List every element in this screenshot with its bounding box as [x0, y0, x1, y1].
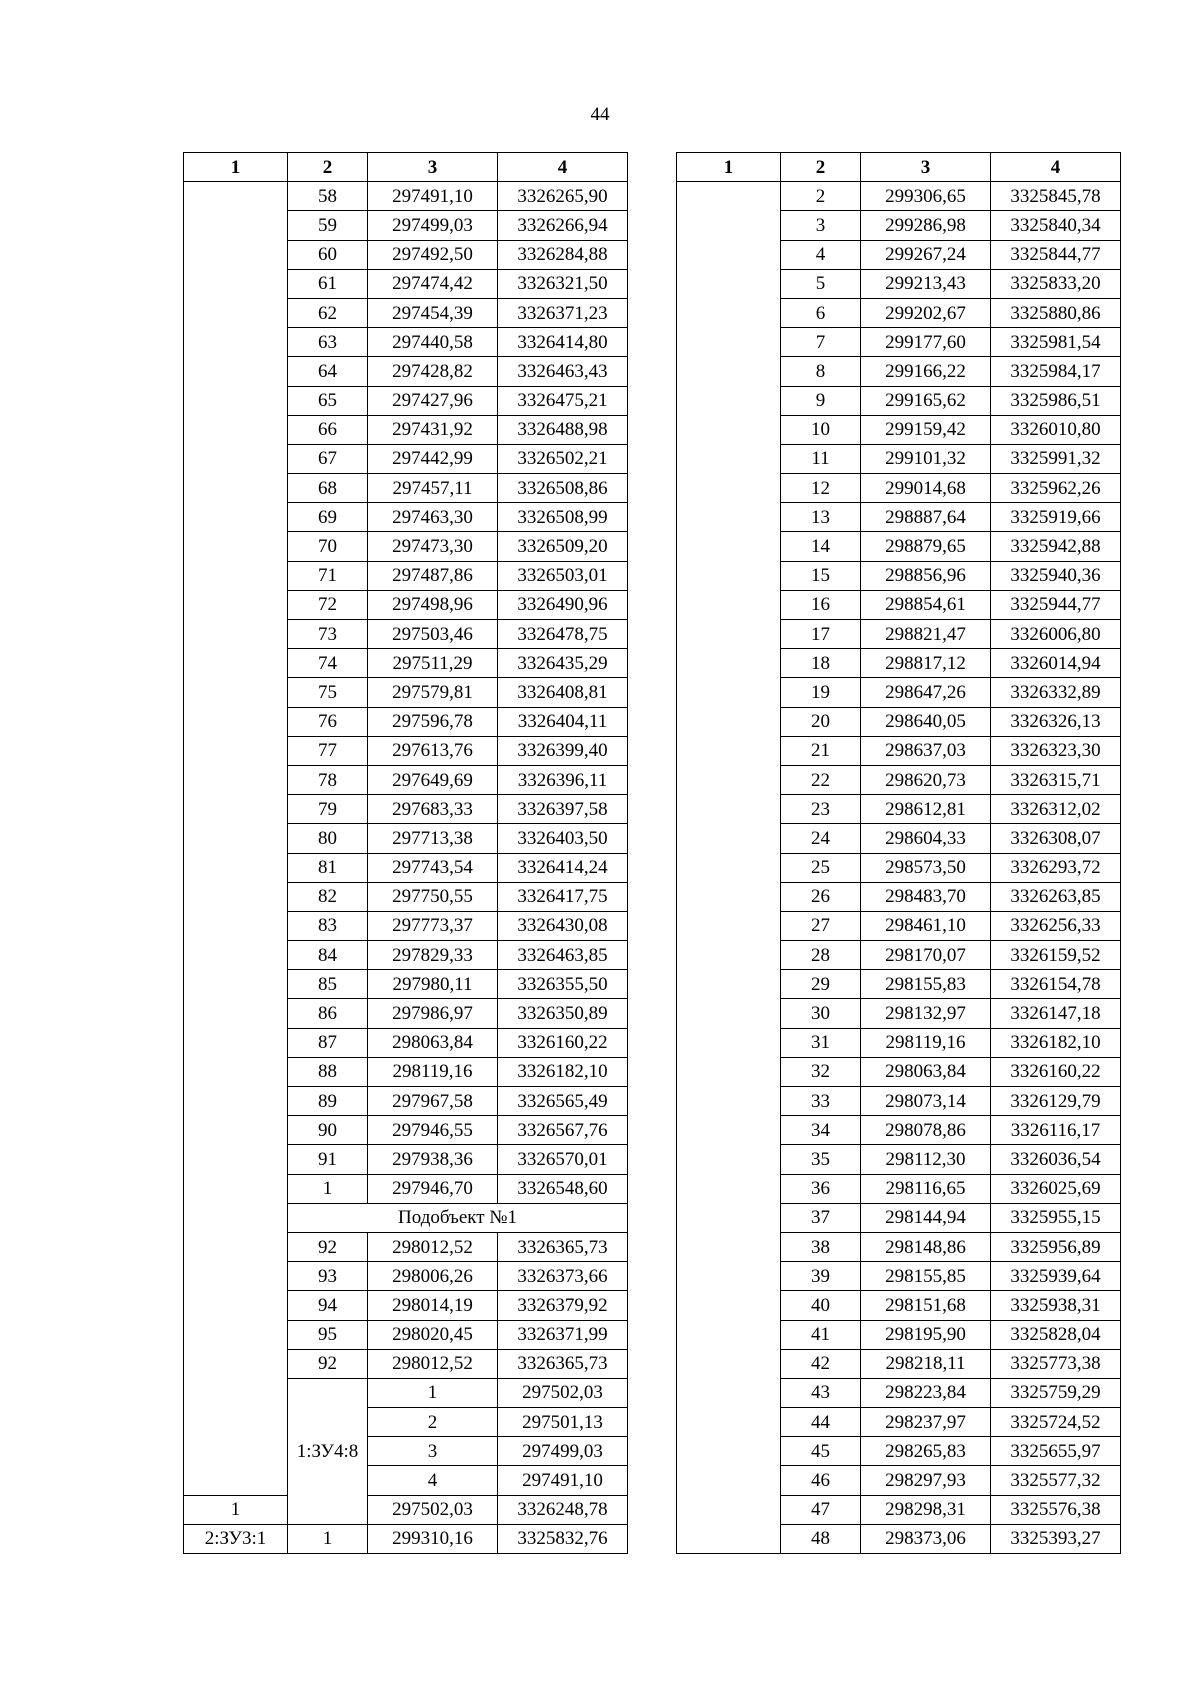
point-number-cell: 7: [781, 328, 861, 357]
x-coordinate-cell: 297613,76: [368, 736, 498, 765]
point-number-cell: 92: [288, 1232, 368, 1261]
y-coordinate-cell: 3326403,50: [498, 824, 628, 853]
x-coordinate-cell: 297743,54: [368, 853, 498, 882]
point-number-cell: 71: [288, 561, 368, 590]
x-coordinate-cell: 297967,58: [368, 1087, 498, 1116]
x-coordinate-cell: 299267,24: [861, 240, 991, 269]
point-number-cell: 6: [781, 298, 861, 327]
parcel-id-cell: [184, 182, 288, 1495]
y-coordinate-cell: 3325724,52: [991, 1408, 1121, 1437]
x-coordinate-cell: 297498,96: [368, 590, 498, 619]
x-coordinate-cell: 298012,52: [368, 1232, 498, 1261]
point-number-cell: 27: [781, 911, 861, 940]
x-coordinate-cell: 298637,03: [861, 736, 991, 765]
y-coordinate-cell: 3325962,26: [991, 474, 1121, 503]
point-number-cell: 62: [288, 298, 368, 327]
y-coordinate-cell: 3326414,80: [498, 328, 628, 357]
y-coordinate-cell: 3326025,69: [991, 1174, 1121, 1203]
y-coordinate-cell: 3326312,02: [991, 795, 1121, 824]
y-coordinate-cell: 3326435,29: [498, 649, 628, 678]
y-coordinate-cell: 3326379,92: [498, 1291, 628, 1320]
y-coordinate-cell: 3326371,99: [498, 1320, 628, 1349]
y-coordinate-cell: 3326256,33: [991, 911, 1121, 940]
x-coordinate-cell: 298148,86: [861, 1232, 991, 1261]
point-number-cell: 86: [288, 999, 368, 1028]
table-header-row: [677, 153, 1121, 182]
x-coordinate-cell: 298265,83: [861, 1437, 991, 1466]
y-coordinate-cell: 3326408,81: [498, 678, 628, 707]
y-coordinate-cell: 3326488,98: [498, 415, 628, 444]
point-number-cell: 28: [781, 941, 861, 970]
y-coordinate-cell: 3325956,89: [991, 1232, 1121, 1261]
y-coordinate-cell: 3326350,89: [498, 999, 628, 1028]
x-coordinate-cell: 299286,98: [861, 211, 991, 240]
point-number-cell: 23: [781, 795, 861, 824]
header-cell-4: 4: [991, 153, 1121, 182]
point-number-cell: 35: [781, 1145, 861, 1174]
y-coordinate-cell: 3325880,86: [991, 298, 1121, 327]
point-number-cell: 58: [288, 182, 368, 211]
y-coordinate-cell: 3326323,30: [991, 736, 1121, 765]
x-coordinate-cell: 298116,65: [861, 1174, 991, 1203]
header-cell-2: 2: [781, 153, 861, 182]
header-cell-3: 3: [368, 153, 498, 182]
point-number-cell: 17: [781, 620, 861, 649]
point-number-cell: 95: [288, 1320, 368, 1349]
y-coordinate-cell: 3325655,97: [991, 1437, 1121, 1466]
y-coordinate-cell: 3326478,75: [498, 620, 628, 649]
x-coordinate-cell: 297511,29: [368, 649, 498, 678]
x-coordinate-cell: 297649,69: [368, 765, 498, 794]
x-coordinate-cell: 297457,11: [368, 474, 498, 503]
x-coordinate-cell: 299166,22: [861, 357, 991, 386]
y-coordinate-cell: 3325942,88: [991, 532, 1121, 561]
x-coordinate-cell: 297750,55: [368, 882, 498, 911]
point-number-cell: 88: [288, 1057, 368, 1086]
y-coordinate-cell: 3326463,43: [498, 357, 628, 386]
x-coordinate-cell: 297683,33: [368, 795, 498, 824]
x-coordinate-cell: 297980,11: [368, 970, 498, 999]
x-coordinate-cell: 299014,68: [861, 474, 991, 503]
table-row: [184, 1524, 628, 1553]
y-coordinate-cell: 3326160,22: [498, 1028, 628, 1057]
y-coordinate-cell: 3326159,52: [991, 941, 1121, 970]
y-coordinate-cell: 3326371,23: [498, 298, 628, 327]
y-coordinate-cell: 3326182,10: [991, 1028, 1121, 1057]
y-coordinate-cell: 3326154,78: [991, 970, 1121, 999]
x-coordinate-cell: 298483,70: [861, 882, 991, 911]
y-coordinate-cell: 3326475,21: [498, 386, 628, 415]
y-coordinate-cell: 3326182,10: [498, 1057, 628, 1086]
point-number-cell: 94: [288, 1291, 368, 1320]
y-coordinate-cell: 3326293,72: [991, 853, 1121, 882]
y-coordinate-cell: 3326147,18: [991, 999, 1121, 1028]
x-coordinate-cell: 298218,11: [861, 1349, 991, 1378]
point-number-cell: 21: [781, 736, 861, 765]
x-coordinate-cell: 297946,70: [368, 1174, 498, 1203]
point-number-cell: 64: [288, 357, 368, 386]
y-coordinate-cell: 3326263,85: [991, 882, 1121, 911]
header-cell-2: 2: [288, 153, 368, 182]
y-coordinate-cell: 3326570,01: [498, 1145, 628, 1174]
point-number-cell: 22: [781, 765, 861, 794]
y-coordinate-cell: 3325577,32: [991, 1466, 1121, 1495]
point-number-cell: 92: [288, 1349, 368, 1378]
x-coordinate-cell: 298817,12: [861, 649, 991, 678]
y-coordinate-cell: 3325981,54: [991, 328, 1121, 357]
x-coordinate-cell: 298821,47: [861, 620, 991, 649]
y-coordinate-cell: 3325939,64: [991, 1262, 1121, 1291]
y-coordinate-cell: 3326399,40: [498, 736, 628, 765]
point-number-cell: 87: [288, 1028, 368, 1057]
point-number-cell: 79: [288, 795, 368, 824]
point-number-cell: 4: [368, 1466, 498, 1495]
point-number-cell: 43: [781, 1378, 861, 1407]
y-coordinate-cell: 3326502,21: [498, 444, 628, 473]
table-row: [184, 182, 628, 211]
x-coordinate-cell: 298012,52: [368, 1349, 498, 1378]
x-coordinate-cell: 297713,38: [368, 824, 498, 853]
y-coordinate-cell: 3326397,58: [498, 795, 628, 824]
x-coordinate-cell: 297596,78: [368, 707, 498, 736]
point-number-cell: 8: [781, 357, 861, 386]
point-number-cell: 60: [288, 240, 368, 269]
point-number-cell: 2: [368, 1408, 498, 1437]
y-coordinate-cell: 3326417,75: [498, 882, 628, 911]
point-number-cell: 81: [288, 853, 368, 882]
point-number-cell: 38: [781, 1232, 861, 1261]
subobject-header: Подобъект №1: [288, 1203, 628, 1232]
x-coordinate-cell: 298887,64: [861, 503, 991, 532]
header-cell-1: 1: [677, 153, 781, 182]
point-number-cell: 93: [288, 1262, 368, 1291]
x-coordinate-cell: 299213,43: [861, 269, 991, 298]
y-coordinate-cell: 3326116,17: [991, 1116, 1121, 1145]
y-coordinate-cell: 3326355,50: [498, 970, 628, 999]
y-coordinate-cell: 3326503,01: [498, 561, 628, 590]
x-coordinate-cell: 298297,93: [861, 1466, 991, 1495]
point-number-cell: 61: [288, 269, 368, 298]
point-number-cell: 68: [288, 474, 368, 503]
x-coordinate-cell: 299101,32: [861, 444, 991, 473]
x-coordinate-cell: 298112,30: [861, 1145, 991, 1174]
x-coordinate-cell: 299202,67: [861, 298, 991, 327]
point-number-cell: 1: [184, 1495, 288, 1524]
y-coordinate-cell: 3325938,31: [991, 1291, 1121, 1320]
y-coordinate-cell: 3326266,94: [498, 211, 628, 240]
point-number-cell: 39: [781, 1262, 861, 1291]
point-number-cell: 9: [781, 386, 861, 415]
x-coordinate-cell: 298604,33: [861, 824, 991, 853]
x-coordinate-cell: 297487,86: [368, 561, 498, 590]
y-coordinate-cell: 3325840,34: [991, 211, 1121, 240]
point-number-cell: 15: [781, 561, 861, 590]
point-number-cell: 74: [288, 649, 368, 678]
point-number-cell: 3: [781, 211, 861, 240]
y-coordinate-cell: 3326548,60: [498, 1174, 628, 1203]
point-number-cell: 80: [288, 824, 368, 853]
point-number-cell: 90: [288, 1116, 368, 1145]
y-coordinate-cell: 3326284,88: [498, 240, 628, 269]
table-body-right: [677, 182, 1121, 1554]
x-coordinate-cell: 298879,65: [861, 532, 991, 561]
parcel-id-cell: 2:ЗУ3:1: [184, 1524, 288, 1553]
y-coordinate-cell: 3326430,08: [498, 911, 628, 940]
x-coordinate-cell: 297946,55: [368, 1116, 498, 1145]
y-coordinate-cell: 3326321,50: [498, 269, 628, 298]
y-coordinate-cell: 3326129,79: [991, 1087, 1121, 1116]
point-number-cell: 85: [288, 970, 368, 999]
point-number-cell: 73: [288, 620, 368, 649]
y-coordinate-cell: 3325944,77: [991, 590, 1121, 619]
point-number-cell: 41: [781, 1320, 861, 1349]
point-number-cell: 44: [781, 1408, 861, 1437]
x-coordinate-cell: 297491,10: [498, 1466, 628, 1495]
x-coordinate-cell: 298298,31: [861, 1495, 991, 1524]
x-coordinate-cell: 299177,60: [861, 328, 991, 357]
coordinates-table-right: [676, 152, 1121, 1554]
y-coordinate-cell: 3326308,07: [991, 824, 1121, 853]
x-coordinate-cell: 298373,06: [861, 1524, 991, 1553]
point-number-cell: 1: [288, 1174, 368, 1203]
point-number-cell: 72: [288, 590, 368, 619]
y-coordinate-cell: 3326414,24: [498, 853, 628, 882]
x-coordinate-cell: 297499,03: [368, 211, 498, 240]
y-coordinate-cell: 3325845,78: [991, 182, 1121, 211]
x-coordinate-cell: 297503,46: [368, 620, 498, 649]
x-coordinate-cell: 297502,03: [498, 1378, 628, 1407]
point-number-cell: 59: [288, 211, 368, 240]
point-number-cell: 18: [781, 649, 861, 678]
point-number-cell: 2: [781, 182, 861, 211]
y-coordinate-cell: 3326373,66: [498, 1262, 628, 1291]
point-number-cell: 34: [781, 1116, 861, 1145]
x-coordinate-cell: 297442,99: [368, 444, 498, 473]
y-coordinate-cell: 3326396,11: [498, 765, 628, 794]
x-coordinate-cell: 298063,84: [368, 1028, 498, 1057]
x-coordinate-cell: 297986,97: [368, 999, 498, 1028]
point-number-cell: 91: [288, 1145, 368, 1174]
point-number-cell: 10: [781, 415, 861, 444]
point-number-cell: 31: [781, 1028, 861, 1057]
y-coordinate-cell: 3326014,94: [991, 649, 1121, 678]
x-coordinate-cell: 297773,37: [368, 911, 498, 940]
x-coordinate-cell: 298640,05: [861, 707, 991, 736]
point-number-cell: 24: [781, 824, 861, 853]
x-coordinate-cell: 298647,26: [861, 678, 991, 707]
point-number-cell: 77: [288, 736, 368, 765]
table-body-left: [184, 182, 628, 1554]
point-number-cell: 1: [288, 1524, 368, 1553]
header-cell-1: 1: [184, 153, 288, 182]
y-coordinate-cell: 3325991,32: [991, 444, 1121, 473]
point-number-cell: 67: [288, 444, 368, 473]
point-number-cell: 70: [288, 532, 368, 561]
point-number-cell: 25: [781, 853, 861, 882]
point-number-cell: 1: [368, 1378, 498, 1407]
point-number-cell: 12: [781, 474, 861, 503]
y-coordinate-cell: 3326326,13: [991, 707, 1121, 736]
y-coordinate-cell: 3326036,54: [991, 1145, 1121, 1174]
y-coordinate-cell: 3325919,66: [991, 503, 1121, 532]
y-coordinate-cell: 3326365,73: [498, 1349, 628, 1378]
x-coordinate-cell: 298223,84: [861, 1378, 991, 1407]
y-coordinate-cell: 3325759,29: [991, 1378, 1121, 1407]
point-number-cell: 40: [781, 1291, 861, 1320]
x-coordinate-cell: 297499,03: [498, 1437, 628, 1466]
y-coordinate-cell: 3325576,38: [991, 1495, 1121, 1524]
x-coordinate-cell: 297454,39: [368, 298, 498, 327]
y-coordinate-cell: 3326006,80: [991, 620, 1121, 649]
point-number-cell: 36: [781, 1174, 861, 1203]
y-coordinate-cell: 3326463,85: [498, 941, 628, 970]
x-coordinate-cell: 298620,73: [861, 765, 991, 794]
point-number-cell: 76: [288, 707, 368, 736]
point-number-cell: 3: [368, 1437, 498, 1466]
y-coordinate-cell: 3325833,20: [991, 269, 1121, 298]
point-number-cell: 5: [781, 269, 861, 298]
x-coordinate-cell: 299165,62: [861, 386, 991, 415]
x-coordinate-cell: 298856,96: [861, 561, 991, 590]
y-coordinate-cell: 3325844,77: [991, 240, 1121, 269]
x-coordinate-cell: 298014,19: [368, 1291, 498, 1320]
x-coordinate-cell: 299306,65: [861, 182, 991, 211]
x-coordinate-cell: 298144,94: [861, 1203, 991, 1232]
y-coordinate-cell: 3326567,76: [498, 1116, 628, 1145]
x-coordinate-cell: 297431,92: [368, 415, 498, 444]
point-number-cell: 11: [781, 444, 861, 473]
y-coordinate-cell: 3326508,86: [498, 474, 628, 503]
x-coordinate-cell: 298854,61: [861, 590, 991, 619]
x-coordinate-cell: 298155,83: [861, 970, 991, 999]
x-coordinate-cell: 298119,16: [861, 1028, 991, 1057]
x-coordinate-cell: 298132,97: [861, 999, 991, 1028]
point-number-cell: 84: [288, 941, 368, 970]
point-number-cell: 75: [288, 678, 368, 707]
x-coordinate-cell: 298573,50: [861, 853, 991, 882]
table-header-row: [184, 153, 628, 182]
y-coordinate-cell: 3326332,89: [991, 678, 1121, 707]
point-number-cell: 14: [781, 532, 861, 561]
point-number-cell: 47: [781, 1495, 861, 1524]
point-number-cell: 33: [781, 1087, 861, 1116]
point-number-cell: 42: [781, 1349, 861, 1378]
point-number-cell: 69: [288, 503, 368, 532]
x-coordinate-cell: 298170,07: [861, 941, 991, 970]
point-number-cell: 83: [288, 911, 368, 940]
point-number-cell: 66: [288, 415, 368, 444]
x-coordinate-cell: 297463,30: [368, 503, 498, 532]
point-number-cell: 65: [288, 386, 368, 415]
x-coordinate-cell: 297579,81: [368, 678, 498, 707]
y-coordinate-cell: 3325393,27: [991, 1524, 1121, 1553]
x-coordinate-cell: 297829,33: [368, 941, 498, 970]
x-coordinate-cell: 298151,68: [861, 1291, 991, 1320]
x-coordinate-cell: 298119,16: [368, 1057, 498, 1086]
y-coordinate-cell: 3325832,76: [498, 1524, 628, 1553]
y-coordinate-cell: 3325955,15: [991, 1203, 1121, 1232]
table-row: [184, 1495, 628, 1524]
x-coordinate-cell: 297474,42: [368, 269, 498, 298]
y-coordinate-cell: 3325986,51: [991, 386, 1121, 415]
x-coordinate-cell: 297428,82: [368, 357, 498, 386]
x-coordinate-cell: 298063,84: [861, 1057, 991, 1086]
x-coordinate-cell: 297938,36: [368, 1145, 498, 1174]
table-row: [677, 182, 1121, 211]
point-number-cell: 16: [781, 590, 861, 619]
x-coordinate-cell: 298020,45: [368, 1320, 498, 1349]
x-coordinate-cell: 298155,85: [861, 1262, 991, 1291]
point-number-cell: 19: [781, 678, 861, 707]
point-number-cell: 30: [781, 999, 861, 1028]
x-coordinate-cell: 297501,13: [498, 1408, 628, 1437]
x-coordinate-cell: 298237,97: [861, 1408, 991, 1437]
y-coordinate-cell: 3326490,96: [498, 590, 628, 619]
x-coordinate-cell: 297440,58: [368, 328, 498, 357]
x-coordinate-cell: 297492,50: [368, 240, 498, 269]
y-coordinate-cell: 3325984,17: [991, 357, 1121, 386]
point-number-cell: 29: [781, 970, 861, 999]
x-coordinate-cell: 298073,14: [861, 1087, 991, 1116]
point-number-cell: 45: [781, 1437, 861, 1466]
x-coordinate-cell: 298461,10: [861, 911, 991, 940]
x-coordinate-cell: 299310,16: [368, 1524, 498, 1553]
point-number-cell: 89: [288, 1087, 368, 1116]
x-coordinate-cell: 298006,26: [368, 1262, 498, 1291]
point-number-cell: 4: [781, 240, 861, 269]
point-number-cell: 63: [288, 328, 368, 357]
x-coordinate-cell: 297502,03: [368, 1495, 498, 1524]
y-coordinate-cell: 3326010,80: [991, 415, 1121, 444]
point-number-cell: 26: [781, 882, 861, 911]
y-coordinate-cell: 3326404,11: [498, 707, 628, 736]
y-coordinate-cell: 3326508,99: [498, 503, 628, 532]
y-coordinate-cell: 3326365,73: [498, 1232, 628, 1261]
y-coordinate-cell: 3325828,04: [991, 1320, 1121, 1349]
x-coordinate-cell: 297427,96: [368, 386, 498, 415]
x-coordinate-cell: 297473,30: [368, 532, 498, 561]
point-number-cell: 20: [781, 707, 861, 736]
x-coordinate-cell: 297491,10: [368, 182, 498, 211]
x-coordinate-cell: 298612,81: [861, 795, 991, 824]
y-coordinate-cell: 3326565,49: [498, 1087, 628, 1116]
parcel-id-cell: 1:ЗУ4:8: [288, 1378, 368, 1524]
y-coordinate-cell: 3326160,22: [991, 1057, 1121, 1086]
point-number-cell: 37: [781, 1203, 861, 1232]
x-coordinate-cell: 299159,42: [861, 415, 991, 444]
x-coordinate-cell: 298195,90: [861, 1320, 991, 1349]
coordinates-table-left: [183, 152, 628, 1554]
point-number-cell: 32: [781, 1057, 861, 1086]
page-number: 44: [590, 104, 610, 125]
point-number-cell: 82: [288, 882, 368, 911]
parcel-id-cell: [677, 182, 781, 1554]
header-cell-3: 3: [861, 153, 991, 182]
header-cell-4: 4: [498, 153, 628, 182]
x-coordinate-cell: 298078,86: [861, 1116, 991, 1145]
y-coordinate-cell: 3326265,90: [498, 182, 628, 211]
point-number-cell: 13: [781, 503, 861, 532]
point-number-cell: 46: [781, 1466, 861, 1495]
y-coordinate-cell: 3326248,78: [498, 1495, 628, 1524]
y-coordinate-cell: 3326315,71: [991, 765, 1121, 794]
point-number-cell: 78: [288, 765, 368, 794]
point-number-cell: 48: [781, 1524, 861, 1553]
y-coordinate-cell: 3325940,36: [991, 561, 1121, 590]
y-coordinate-cell: 3326509,20: [498, 532, 628, 561]
y-coordinate-cell: 3325773,38: [991, 1349, 1121, 1378]
